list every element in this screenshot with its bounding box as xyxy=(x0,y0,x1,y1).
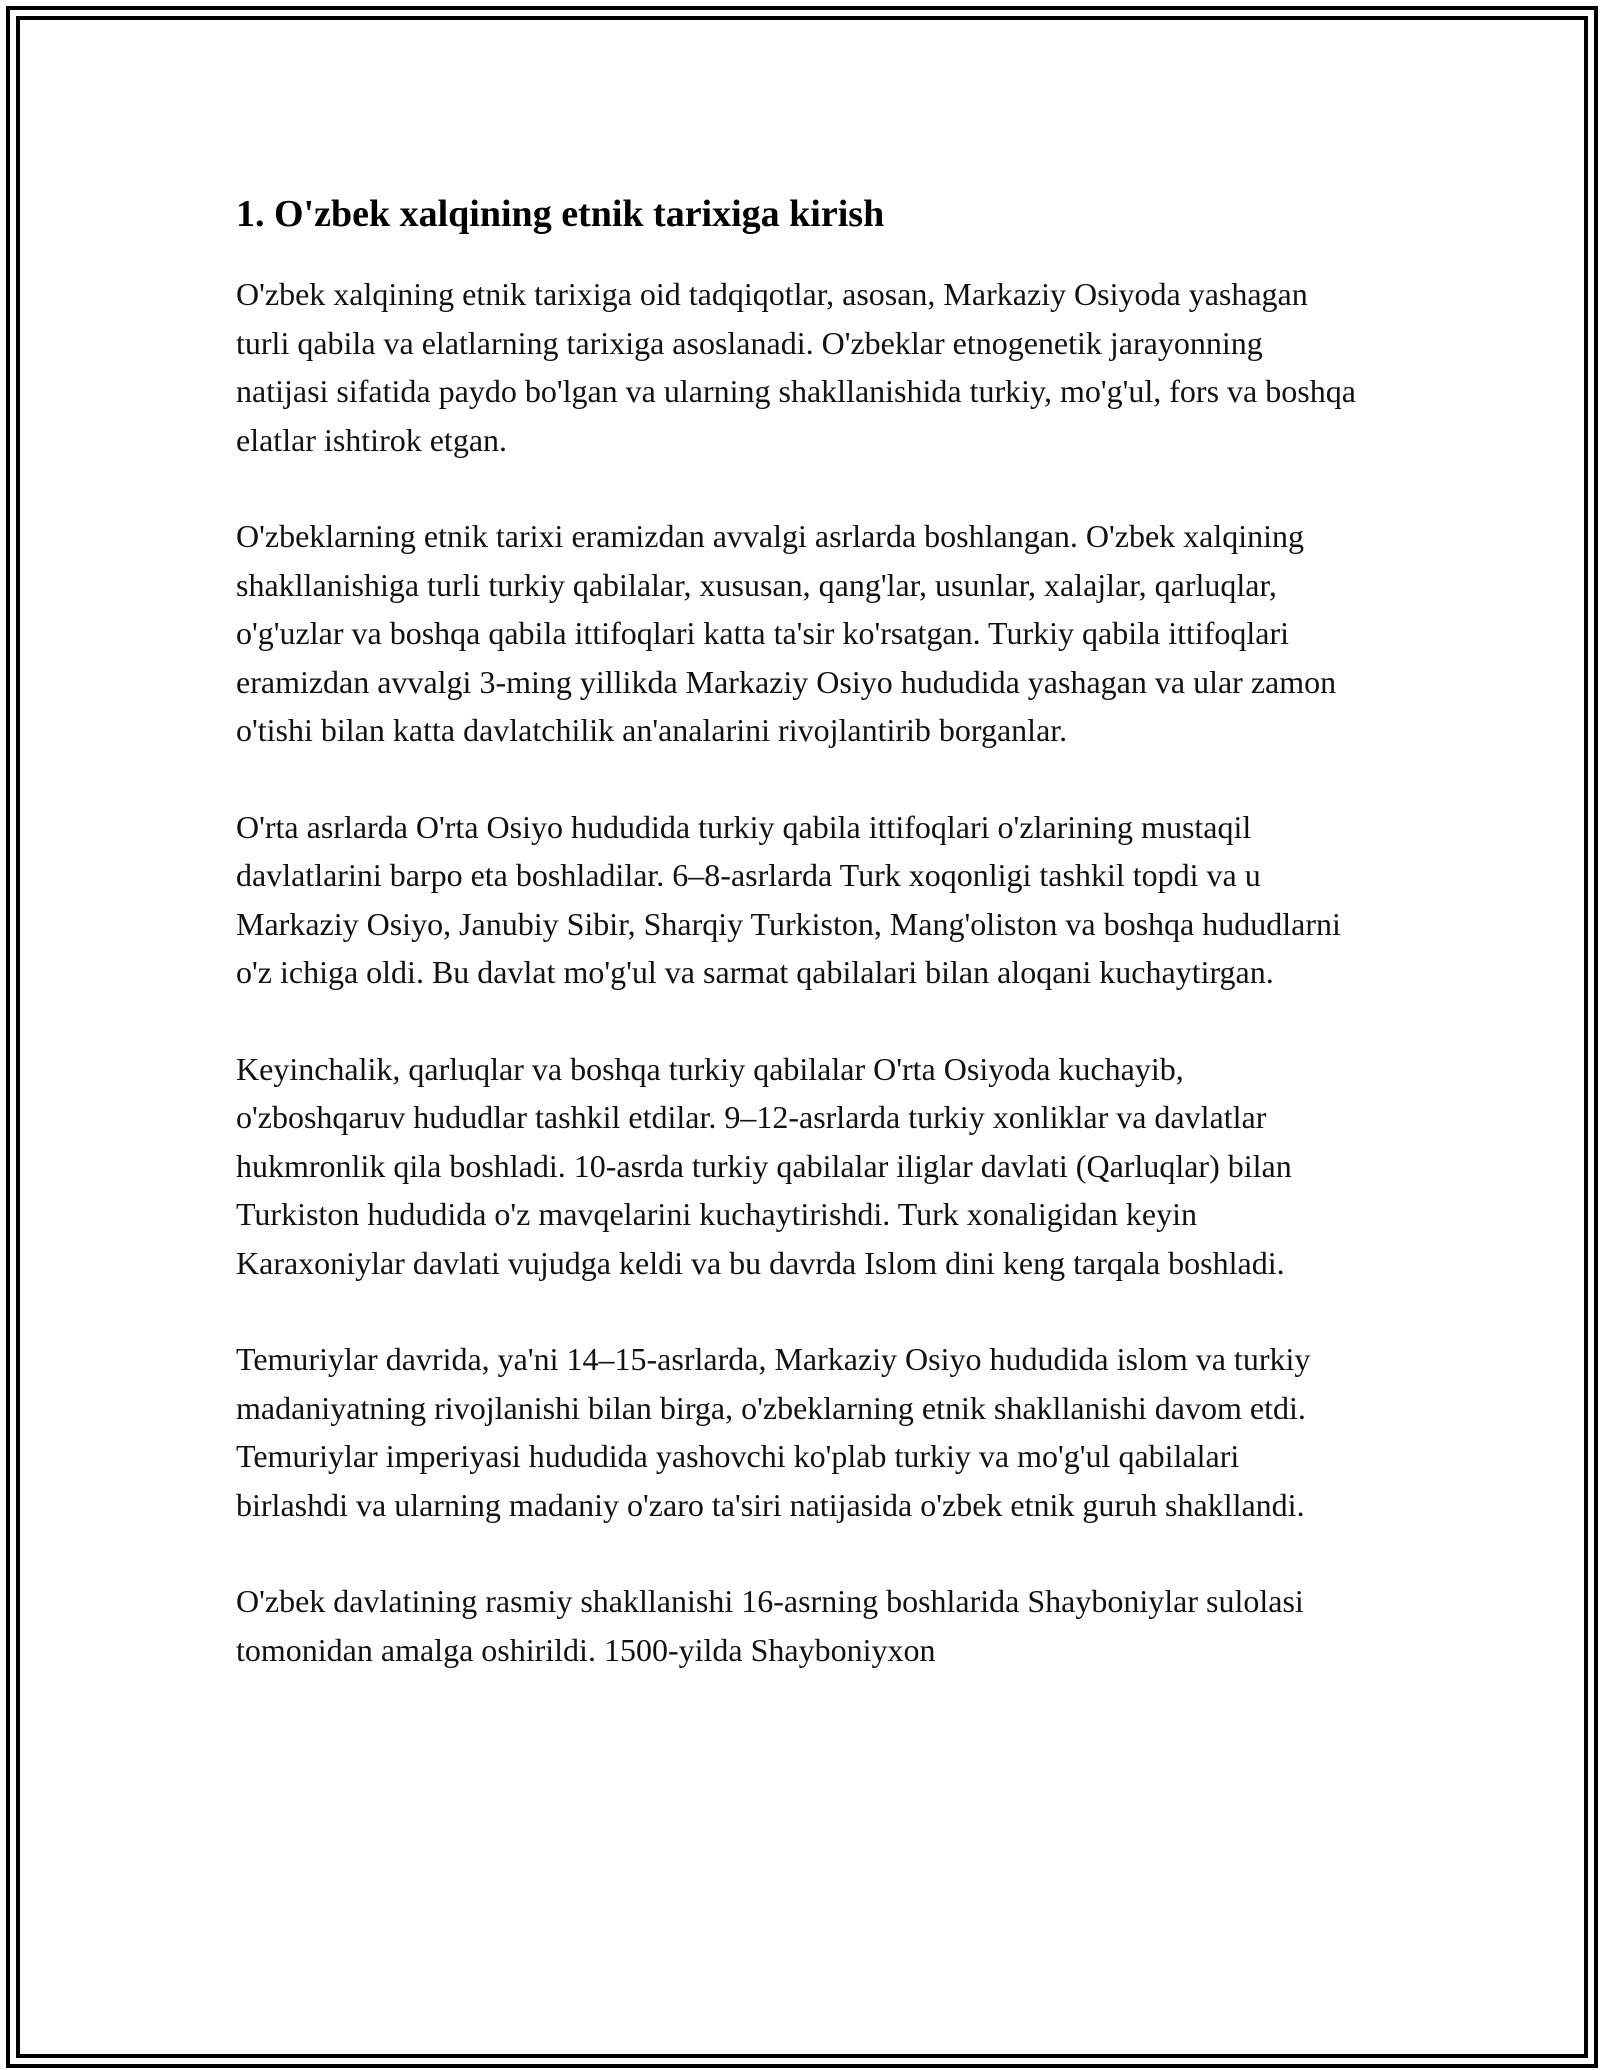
document-body xyxy=(236,186,1356,1674)
paragraph-6: O'zbek davlatining rasmiy shakllanishi 16-asrning boshlarida Shayboniylar sulolasi tomonidan amalga oshirildi. 1500-yilda Shayboniyxon xyxy=(236,1583,1304,1668)
paragraph-2: O'zbeklarning etnik tarixi eramizdan avvalgi asrlarda boshlangan. O'zbek xalqining shakllanishiga turli turkiy qabilalar, xususan, qang'lar, usunlar, xalajlar, qarluqlar, o'g'uzlar va boshqa qabila ittifoqlari katta ta'sir ko'rsatgan. Turkiy qabila ittifoqlari eramizdan avvalgi 3-ming yillikda Markaziy Osiyo hududida yashagan va ular zamon o'tishi bilan katta davlatchilik an'analarini rivojlantirib borganlar. xyxy=(236,518,1337,748)
paragraph-1: O'zbek xalqining etnik tarixiga oid tadqiqotlar, asosan, Markaziy Osiyoda yashagan turli qabila va elatlarning tarixiga asoslanadi. O'zbeklar etnogenetik jarayonning natijasi sifatida paydo bo'lgan va ularning shakllanishida turkiy, mo'g'ul, fors va boshqa elatlar ishtirok etgan. xyxy=(236,276,1356,458)
paragraph-3: O'rta asrlarda O'rta Osiyo hududida turkiy qabila ittifoqlari o'zlarining mustaqil davlatlarini barpo eta boshladilar. 6–8-asrlarda Turk xoqonligi tashkil topdi va u Markaziy Osiyo, Janubiy Sibir, Sharqiy Turkiston, Mang'oliston va boshqa hududlarni o'z ichiga oldi. Bu davlat mo'g'ul va sarmat qabilalari bilan aloqani kuchaytirgan. xyxy=(236,808,1341,990)
section-heading: 1. O'zbek xalqining etnik tarixiga kirish xyxy=(236,193,885,235)
paragraph-5: Temuriylar davrida, ya'ni 14–15-asrlarda, Markaziy Osiyo hududida islom va turkiy madaniyatning rivojlanishi bilan birga, o'zbeklarning etnik shakllanishi davom etdi. Temuriylar imperiyasi hududida yashovchi ko'plab turkiy va mo'g'ul qabilalari birlashdi va ularning madaniy o'zaro ta'siri natijasida o'zbek etnik guruh shakllandi. xyxy=(236,1341,1311,1523)
paragraph-4: Keyinchalik, qarluqlar va boshqa turkiy qabilalar O'rta Osiyoda kuchayib, o'zboshqaruv hududlar tashkil etdilar. 9–12-asrlarda turkiy xonliklar va davlatlar hukmronlik qila boshladi. 10-asrda turkiy qabilalar iliglar davlati (Qarluqlar) bilan Turkiston hududida o'z mavqelarini kuchaytirishdi. Turk xonaligidan keyin Karaxoniylar davlati vujudga keldi va bu davrda Islom dini keng tarqala boshladi. xyxy=(236,1050,1292,1281)
